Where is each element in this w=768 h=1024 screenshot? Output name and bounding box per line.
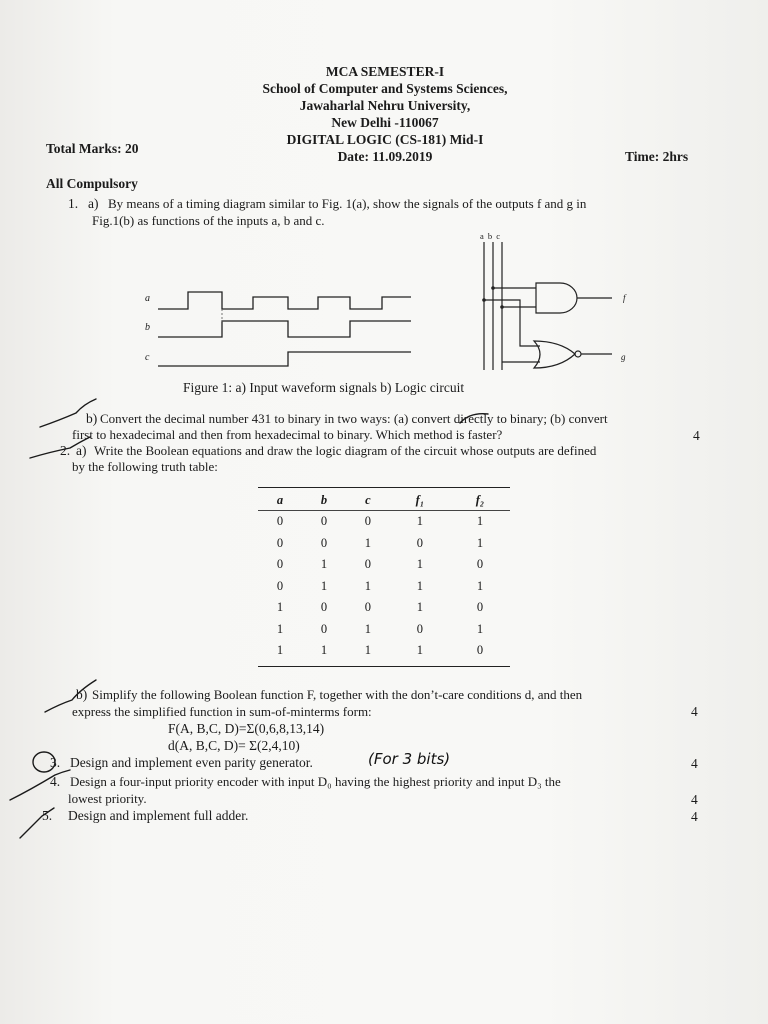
table-row: 1 0 1 0 1 xyxy=(276,621,484,636)
table-row: 1 1 1 1 0 xyxy=(276,643,484,658)
col-header-f1: f₁ xyxy=(415,492,425,507)
table-row: 0 1 1 1 1 xyxy=(276,578,484,593)
q2b-line2: express the simplified function in sum-of-minterms form: xyxy=(72,704,372,719)
q5-marks: 4 xyxy=(691,809,698,824)
q2b-part: b) xyxy=(76,687,88,702)
university-name: Jawaharlal Nehru University, xyxy=(299,98,471,113)
q5-text: Design and implement full adder. xyxy=(68,808,249,823)
city-line: New Delhi -110067 xyxy=(331,115,439,130)
q2b-dont-care-d: d(A, B,C, D)= Σ(2,4,10) xyxy=(168,738,300,753)
table-row: 0 0 0 1 1 xyxy=(276,514,484,529)
q4-line1: Design a four-input priority encoder with input D₀ having the highest priority and input D₃ the xyxy=(70,774,561,789)
check-mark-icon xyxy=(30,437,90,458)
q2b-marks: 4 xyxy=(691,704,698,719)
instructions: All Compulsory xyxy=(46,176,138,191)
check-mark-icon xyxy=(20,808,54,838)
total-marks: Total Marks: 20 xyxy=(46,141,139,156)
wave-label-c: c xyxy=(145,352,150,363)
q2b-function-F: F(A, B,C, D)=Σ(0,6,8,13,14) xyxy=(168,721,325,736)
circuit-input-labels: a b c xyxy=(480,231,502,241)
check-mark-icon xyxy=(45,680,96,712)
table-row: 1 0 0 1 0 xyxy=(276,600,484,615)
q3-text: Design and implement even parity generator. xyxy=(70,755,313,770)
wave-label-a: a xyxy=(145,293,150,304)
q2a-line1: Write the Boolean equations and draw the logic diagram of the circuit whose outputs are defined xyxy=(94,443,597,458)
col-header-a: a xyxy=(276,492,284,507)
q1b-part: b) xyxy=(86,411,98,426)
q3-marks: 4 xyxy=(691,756,698,771)
q2-number: 2. xyxy=(60,443,71,458)
table-row: 0 0 1 0 1 xyxy=(276,535,484,550)
col-header-b: b xyxy=(320,492,328,507)
circle-mark-icon xyxy=(460,414,488,423)
q2a-part: a) xyxy=(76,443,87,458)
q3-handwritten-note: (For 3 bits) xyxy=(368,750,451,768)
q1b-line1: Convert the decimal number 431 to binary in two ways: (a) convert directly to binary; (b) convert xyxy=(100,411,608,426)
circle-mark-icon xyxy=(33,752,55,772)
q1b-line2: first to hexadecimal and then from hexadecimal to binary. Which method is faster? xyxy=(72,427,503,442)
q4-marks: 4 xyxy=(691,792,698,807)
course-title: DIGITAL LOGIC (CS-181) Mid-I xyxy=(286,132,484,147)
school-name: School of Computer and Systems Sciences, xyxy=(262,81,508,96)
wave-label-b: b xyxy=(145,322,150,333)
q4-line2: lowest priority. xyxy=(68,791,147,806)
output-f-label: f xyxy=(623,293,626,303)
q1a-line1: By means of a timing diagram similar to Fig. 1(a), show the signals of the outputs f and g in xyxy=(108,196,587,211)
table-row: 0 1 0 1 0 xyxy=(276,557,484,572)
q1-number: 1. xyxy=(68,196,79,211)
output-g-label: g xyxy=(621,352,626,362)
col-header-f2: f₂ xyxy=(475,492,485,507)
q2a-line2: by the following truth table: xyxy=(72,459,218,474)
check-mark-icon xyxy=(40,399,96,427)
check-mark-icon xyxy=(10,770,70,800)
semester-heading: MCA SEMESTER-I xyxy=(325,64,445,79)
q5-number: 5. xyxy=(42,808,53,823)
col-header-c: c xyxy=(365,492,371,507)
q3-number: 3. xyxy=(50,755,61,770)
figure-caption: Figure 1: a) Input waveform signals b) Logic circuit xyxy=(183,380,465,395)
q1b-marks: 4 xyxy=(693,428,700,443)
q1a-part: a) xyxy=(88,196,99,211)
q4-number: 4. xyxy=(50,774,61,789)
exam-date: Date: 11.09.2019 xyxy=(337,149,433,164)
q2b-line1: Simplify the following Boolean function F, together with the don’t-care conditions d, and then xyxy=(92,687,583,702)
q1a-line2: Fig.1(b) as functions of the inputs a, b and c. xyxy=(92,213,325,228)
exam-time: Time: 2hrs xyxy=(625,149,689,164)
